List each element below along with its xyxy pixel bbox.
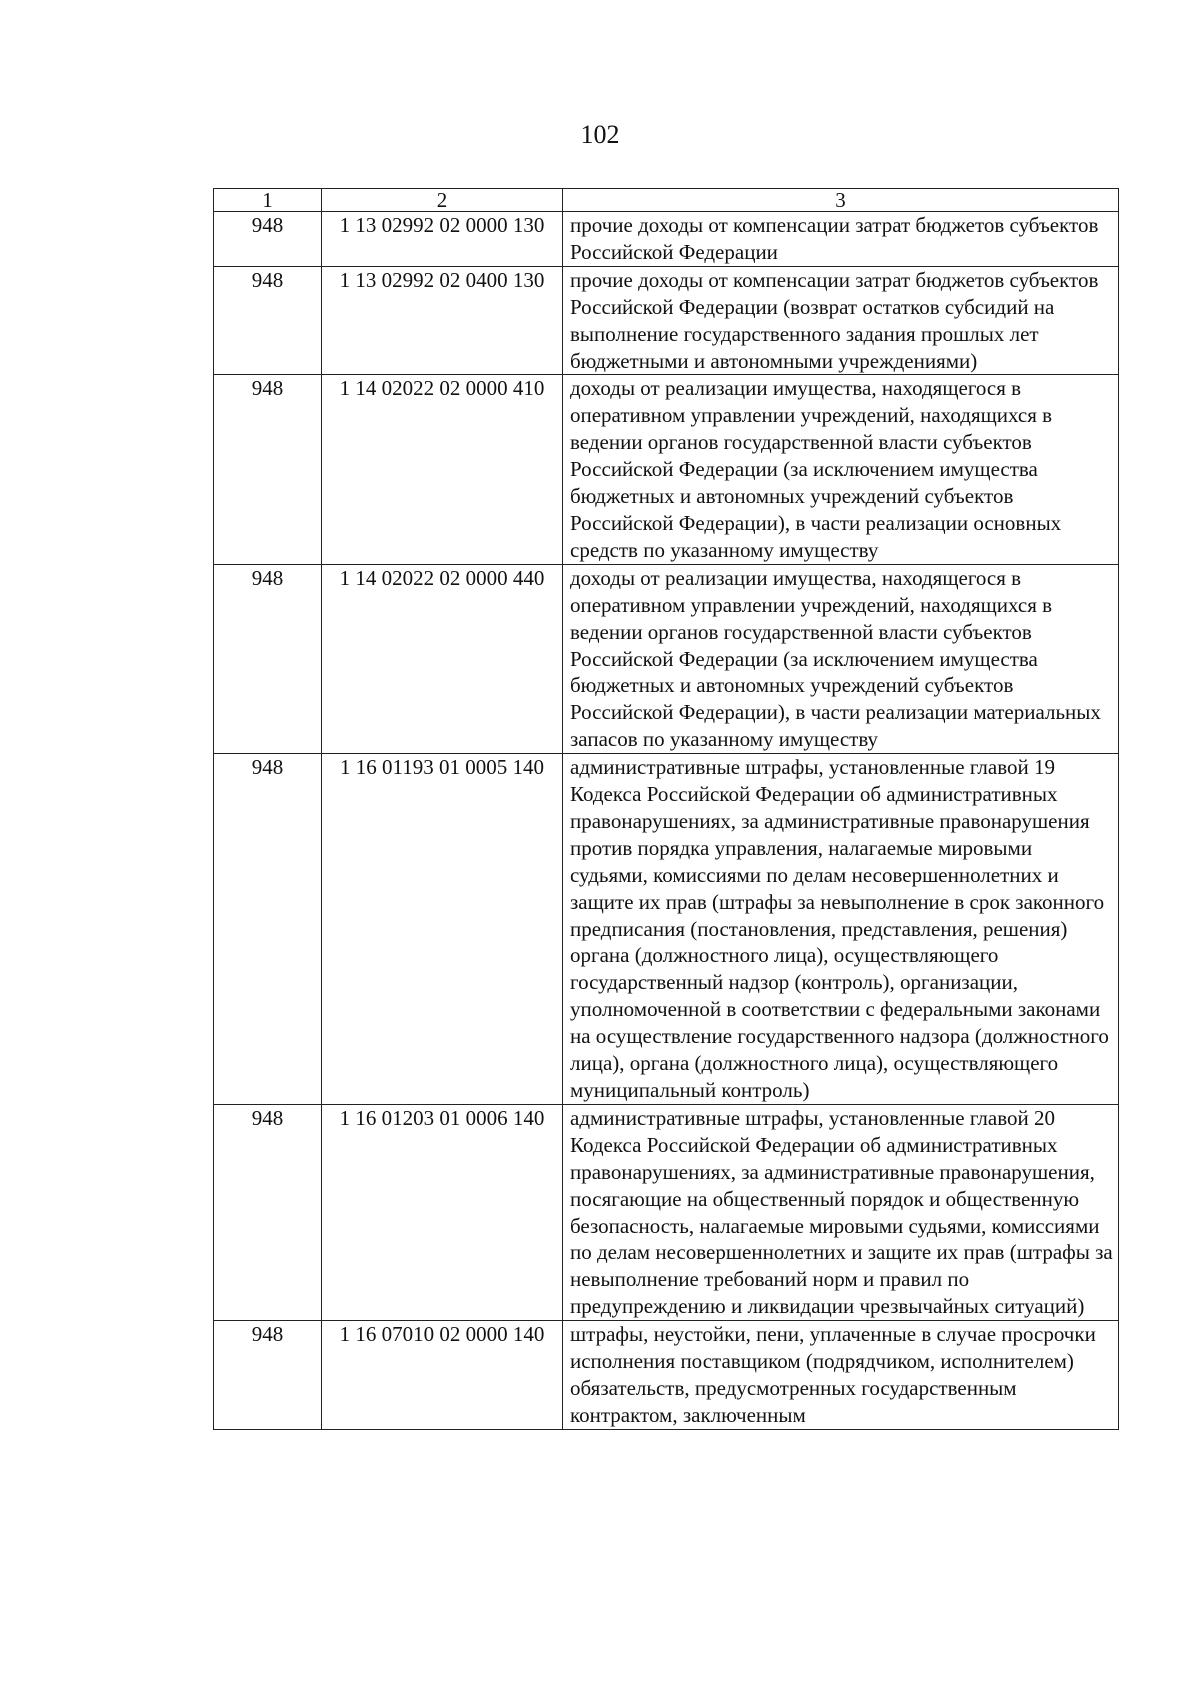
budget-code-cell: 1 16 01193 01 0005 140 xyxy=(322,754,563,1105)
description-cell: доходы от реализации имущества, находящегося в оперативном управлении учреждений, находящихся в ведении органов государственной власти субъектов Российской Федерации (за исключением имущества бюджетных и автономных учреждений субъектов Российской Федерации), в части реализации основных средств по указанному имуществу xyxy=(563,375,1119,564)
table-row xyxy=(214,266,1119,375)
header-col-1: 1 xyxy=(214,189,322,212)
admin-code-cell: 948 xyxy=(214,1321,322,1430)
budget-code-cell: 1 16 01203 01 0006 140 xyxy=(322,1104,563,1320)
budget-code-cell: 1 13 02992 02 0400 130 xyxy=(322,266,563,375)
description-cell: штрафы, неустойки, пени, уплаченные в случае просрочки исполнения поставщиком (подрядчиком, исполнителем) обязательств, предусмотренных государственным контрактом, заключенным xyxy=(563,1321,1119,1430)
admin-code-cell: 948 xyxy=(214,1104,322,1320)
table-row xyxy=(214,1321,1119,1430)
budget-code-cell: 1 14 02022 02 0000 410 xyxy=(322,375,563,564)
header-row xyxy=(214,189,1119,212)
budget-code-cell: 1 14 02022 02 0000 440 xyxy=(322,564,563,753)
admin-code-cell: 948 xyxy=(214,754,322,1105)
description-cell: доходы от реализации имущества, находящегося в оперативном управлении учреждений, находящихся в ведении органов государственной власти субъектов Российской Федерации (за исключением имущества бюджетных и автономных учреждений субъектов Российской Федерации), в части реализации материальных запасов по указанному имуществу xyxy=(563,564,1119,753)
table-row xyxy=(214,564,1119,753)
description-cell: прочие доходы от компенсации затрат бюджетов субъектов Российской Федерации xyxy=(563,212,1119,267)
header-col-3: 3 xyxy=(563,189,1119,212)
description-cell: административные штрафы, установленные главой 19 Кодекса Российской Федерации об административных правонарушениях, за административные правонарушения против порядка управления, налагаемые мировыми судьями, комиссиями по делам несовершеннолетних и защите их прав (штрафы за невыполнение в срок законного предписания (постановления, представления, решения) органа (должностного лица), осуществляющего государственный надзор (контроль), организации, уполномоченной в соответствии с федеральными законами на осуществление государственного надзора (должностного лица), органа (должностного лица), осуществляющего муниципальный контроль) xyxy=(563,754,1119,1105)
table-row xyxy=(214,1104,1119,1320)
admin-code-cell: 948 xyxy=(214,266,322,375)
description-cell: прочие доходы от компенсации затрат бюджетов субъектов Российской Федерации (возврат остатков субсидий на выполнение государственного задания прошлых лет бюджетными и автономными учреждениями) xyxy=(563,266,1119,375)
table-row xyxy=(214,754,1119,1105)
budget-code-cell: 1 13 02992 02 0000 130 xyxy=(322,212,563,267)
header-col-2: 2 xyxy=(322,189,563,212)
table-row xyxy=(214,375,1119,564)
admin-code-cell: 948 xyxy=(214,375,322,564)
budget-revenue-table xyxy=(213,188,1119,1430)
page-number: 102 xyxy=(580,120,620,149)
admin-code-cell: 948 xyxy=(214,212,322,267)
description-cell: административные штрафы, установленные главой 20 Кодекса Российской Федерации об административных правонарушениях, за административные правонарушения, посягающие на общественный порядок и общественную безопасность, налагаемые мировыми судьями, комиссиями по делам несовершеннолетних и защите их прав (штрафы за невыполнение требований норм и правил по предупреждению и ликвидации чрезвычайных ситуаций) xyxy=(563,1104,1119,1320)
table-row xyxy=(214,212,1119,267)
budget-code-cell: 1 16 07010 02 0000 140 xyxy=(322,1321,563,1430)
admin-code-cell: 948 xyxy=(214,564,322,753)
